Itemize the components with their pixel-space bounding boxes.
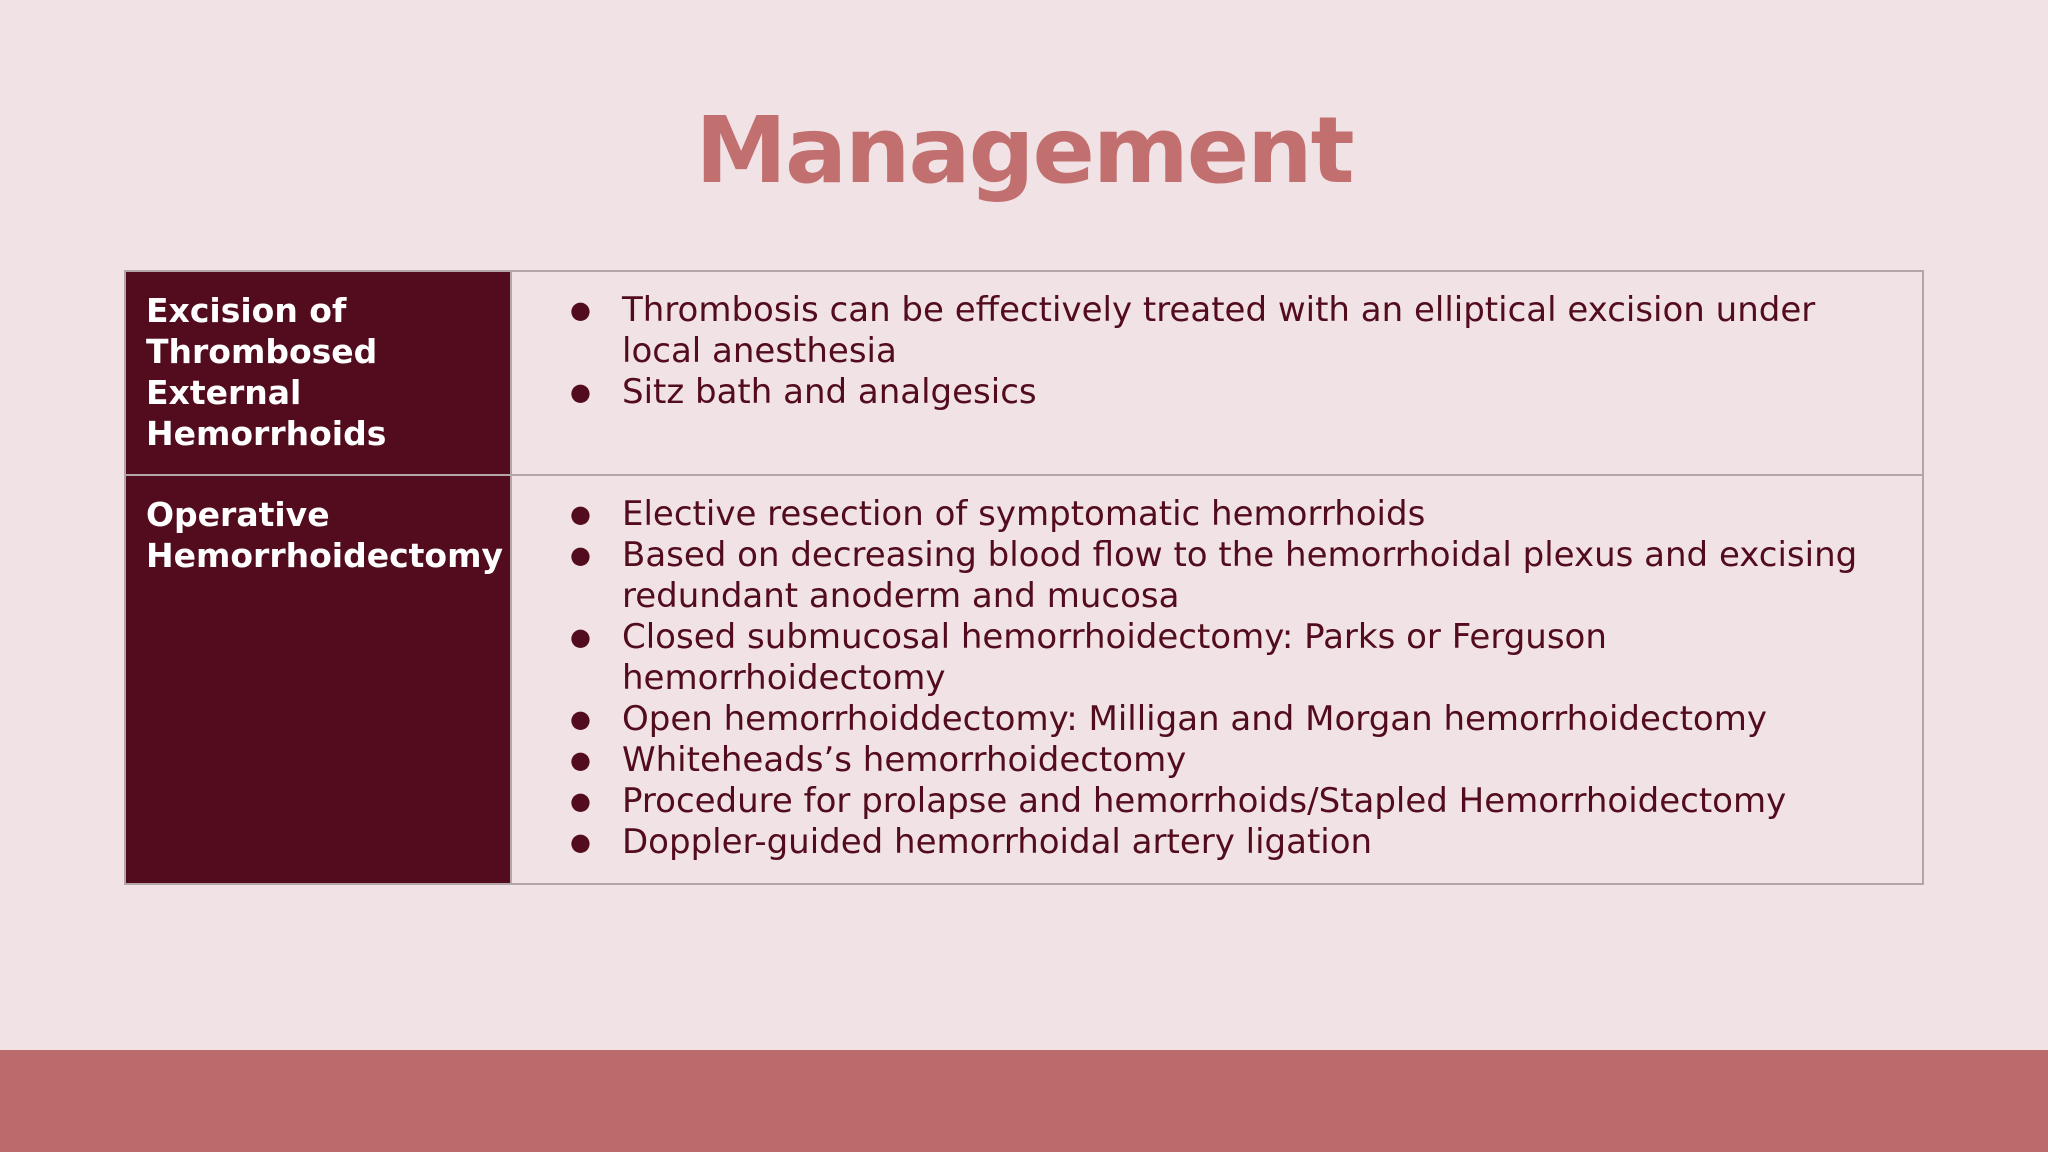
bullet-text: Thrombosis can be effectively treated with an elliptical excision under local anesthesia bbox=[622, 290, 1816, 371]
bullet-text: Open hemorrhoiddectomy: Milligan and Morgan hemorrhoidectomy bbox=[622, 699, 1767, 739]
list-item bbox=[542, 740, 1892, 781]
bullet-text: Elective resection of symptomatic hemorrhoids bbox=[622, 494, 1426, 534]
row-label: Operative Hemorrhoidectomy bbox=[125, 475, 511, 884]
bullet-icon: ● bbox=[570, 541, 591, 569]
list-item bbox=[542, 699, 1892, 740]
row-content bbox=[511, 271, 1923, 475]
bullet-icon: ● bbox=[570, 378, 591, 406]
row-content bbox=[511, 475, 1923, 884]
bullet-icon: ● bbox=[570, 828, 591, 856]
bullet-list bbox=[542, 290, 1892, 413]
bullet-icon: ● bbox=[570, 296, 591, 324]
bullet-list bbox=[542, 494, 1892, 863]
list-item bbox=[542, 617, 1892, 699]
bullet-text: Whiteheads’s hemorrhoidectomy bbox=[622, 740, 1187, 780]
bullet-icon: ● bbox=[570, 623, 591, 651]
row-label: Excision of Thrombosed External Hemorrhoids bbox=[125, 271, 511, 475]
bullet-text: Sitz bath and analgesics bbox=[622, 372, 1037, 412]
management-table bbox=[124, 270, 1924, 885]
list-item bbox=[542, 494, 1892, 535]
list-item bbox=[542, 781, 1892, 822]
bullet-text: Procedure for prolapse and hemorrhoids/Stapled Hemorrhoidectomy bbox=[622, 781, 1787, 821]
footer-band bbox=[0, 1050, 2048, 1152]
list-item bbox=[542, 372, 1892, 413]
list-item bbox=[542, 822, 1892, 863]
bullet-icon: ● bbox=[570, 746, 591, 774]
list-item bbox=[542, 290, 1892, 372]
bullet-text: Closed submucosal hemorrhoidectomy: Parks or Ferguson hemorrhoidectomy bbox=[622, 617, 1607, 698]
bullet-text: Based on decreasing blood flow to the hemorrhoidal plexus and excising redundant anoderm and mucosa bbox=[622, 535, 1858, 616]
slide-title: Management bbox=[695, 97, 1353, 204]
bullet-text: Doppler-guided hemorrhoidal artery ligation bbox=[622, 822, 1373, 862]
bullet-icon: ● bbox=[570, 500, 591, 528]
bullet-icon: ● bbox=[570, 787, 591, 815]
table-row bbox=[125, 271, 1923, 475]
table-row bbox=[125, 475, 1923, 884]
list-item bbox=[542, 535, 1892, 617]
bullet-icon: ● bbox=[570, 705, 591, 733]
